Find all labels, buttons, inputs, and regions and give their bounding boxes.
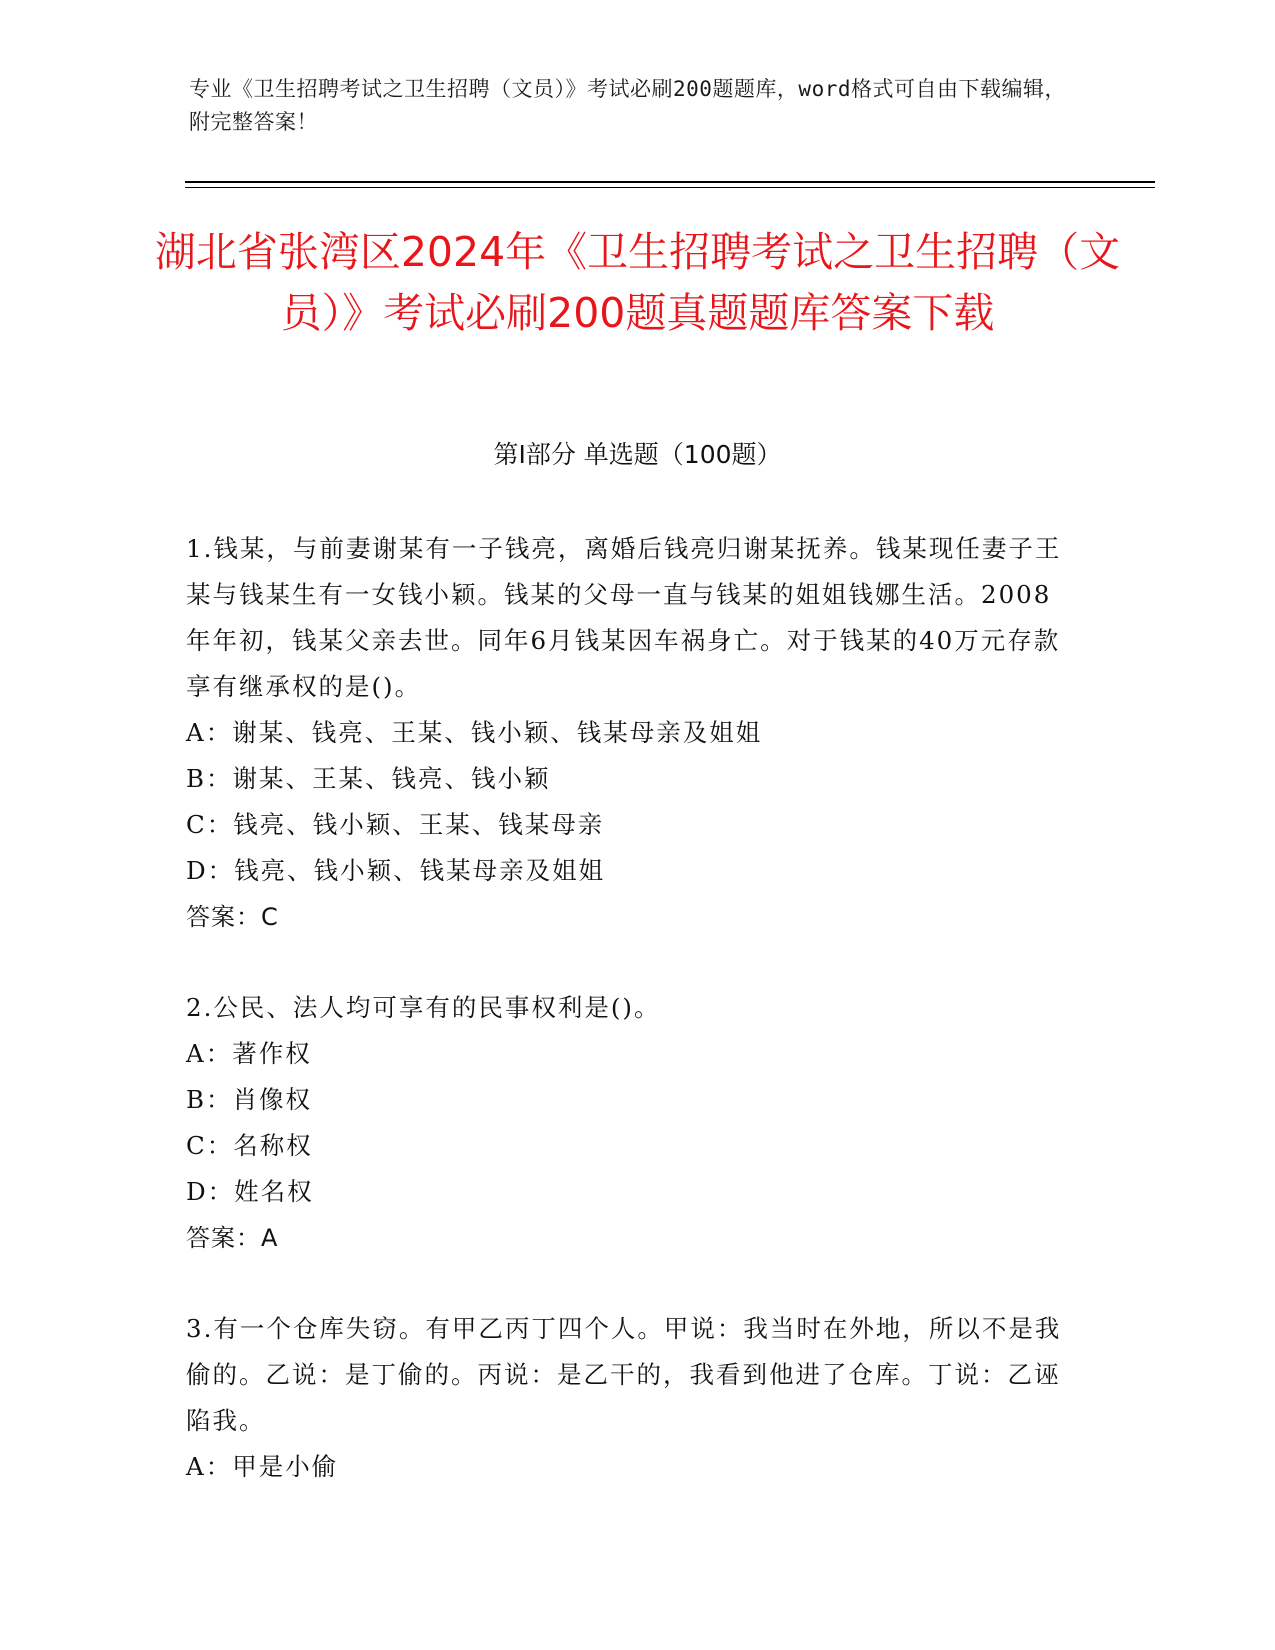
header-divider — [185, 181, 1155, 183]
question-3 — [186, 1306, 1066, 1490]
question-1 — [186, 526, 1066, 940]
option-c: C：名称权 — [186, 1131, 313, 1160]
question-list — [186, 526, 1066, 1535]
option-d: D：钱亮、钱小颖、钱某母亲及姐姐 — [186, 856, 606, 885]
document-title: 湖北省张湾区2024年《卫生招聘考试之卫生招聘（文员）》考试必刷200题真题题库答案下载 — [154, 228, 1121, 337]
question-2 — [186, 985, 1066, 1261]
section-heading: 第Ⅰ部分 单选题（100题） — [493, 440, 782, 469]
option-b: B：肖像权 — [186, 1085, 313, 1114]
option-c: C：钱亮、钱小颖、王某、钱某母亲 — [186, 810, 605, 839]
option-a: A：谢某、钱亮、王某、钱小颖、钱某母亲及姐姐 — [186, 718, 763, 747]
question-stem: 3.有一个仓库失窃。有甲乙丙丁四个人。甲说：我当时在外地，所以不是我偷的。乙说：是丁偷的。丙说：是乙干的，我看到他进了仓库。丁说：乙诬陷我。 — [186, 1314, 1062, 1435]
answer: 答案：A — [186, 1224, 279, 1252]
option-d: D：姓名权 — [186, 1177, 314, 1206]
option-b: B：谢某、王某、钱亮、钱小颖 — [186, 764, 551, 793]
answer: 答案：C — [186, 903, 279, 931]
option-a: A：甲是小偷 — [186, 1452, 339, 1481]
question-stem: 1.钱某，与前妻谢某有一子钱亮，离婚后钱亮归谢某抚养。钱某现任妻子王某与钱某生有一女钱小颖。钱某的父母一直与钱某的姐姐钱娜生活。2008年年初，钱某父亲去世。同年6月钱某因车祸身亡。对于钱某的40万元存款享有继承权的是()。 — [186, 534, 1062, 701]
question-stem: 2.公民、法人均可享有的民事权利是()。 — [186, 993, 661, 1022]
header-note: 专业《卫生招聘考试之卫生招聘（文员）》考试必刷200题题库，word格式可自由下载编辑，附完整答案！ — [189, 77, 1066, 134]
option-a: A：著作权 — [186, 1039, 312, 1068]
header-divider-thin — [185, 187, 1155, 188]
